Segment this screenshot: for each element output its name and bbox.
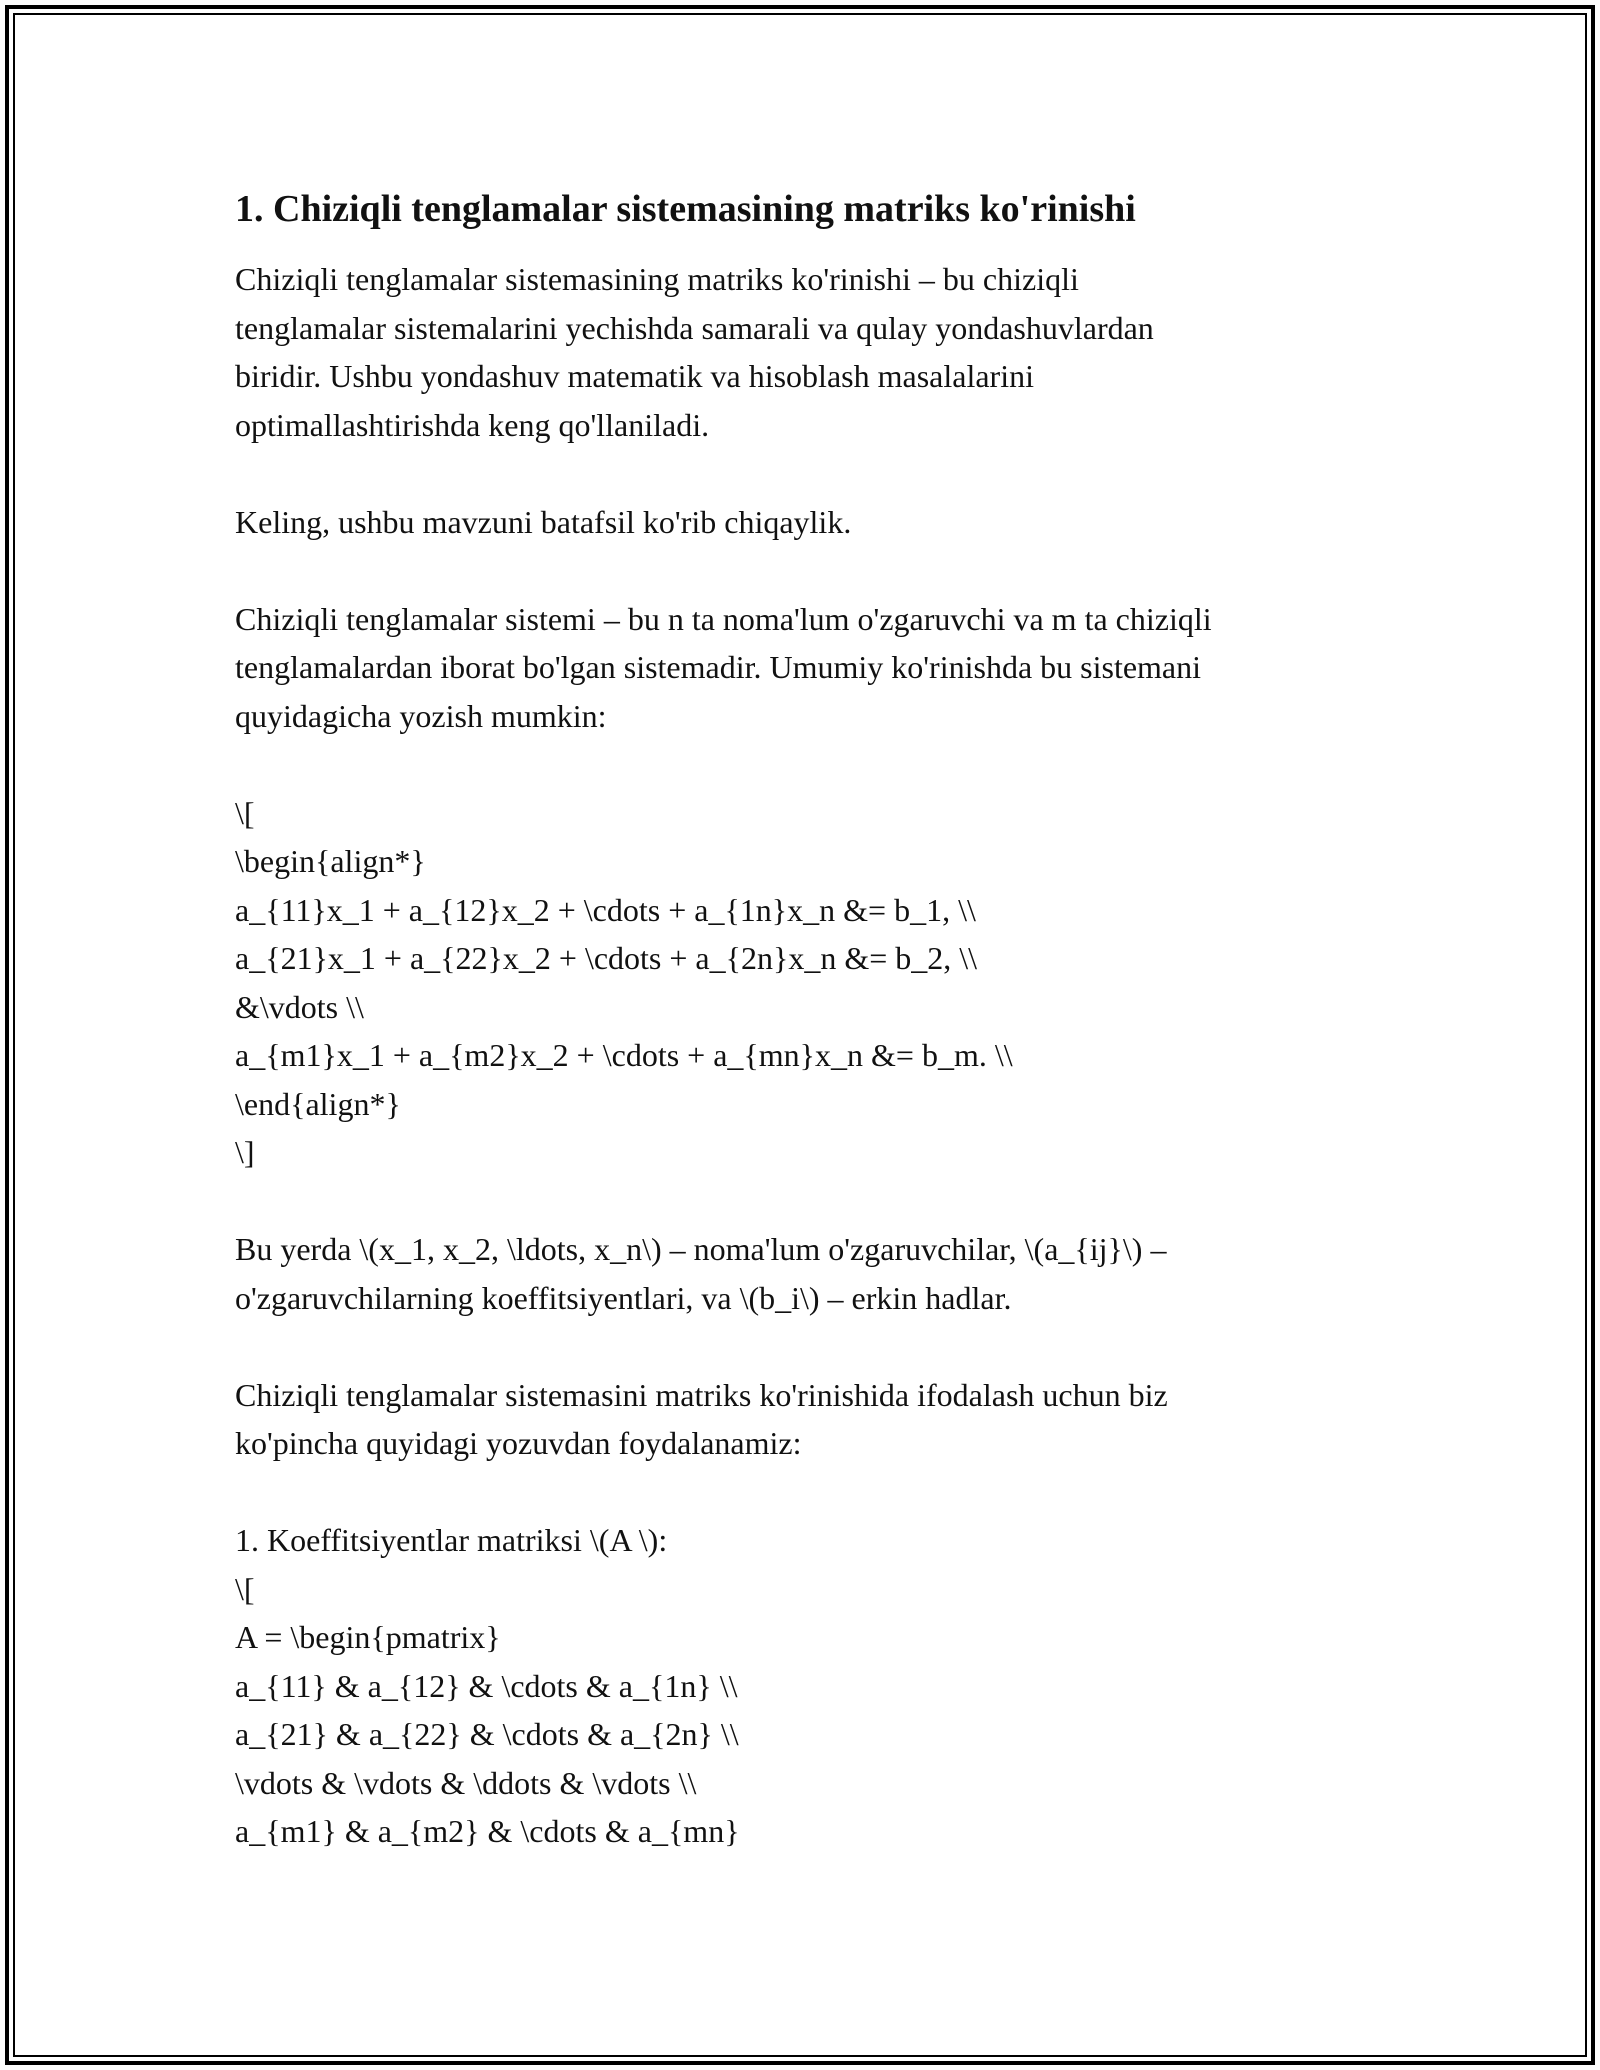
spacer [235, 546, 1395, 595]
spacer [235, 1322, 1395, 1371]
spacer [235, 1177, 1395, 1226]
coefficient-matrix-list-item: 1. Koeffitsiyentlar matriksi \(A \): \[ A = \begin{pmatrix} a_{11} & a_{12} & \cdots & a_{1n} \\ a_{21} & a_{22} & \cdots & a_{2n} \\ \vdots & \vdots & \ddots & \vdots \\ a_{m1} & a_{m2} & \cdots & a_{mn} [235, 1522, 740, 1849]
intro-paragraph: Chiziqli tenglamalar sistemasining matriks ko'rinishi – bu chiziqli tenglamalar sistemalarini yechishda samarali va qulay yondashuvlardan biridir. Ushbu yondashuv matematik va hisoblash masalalarini optimallashtirishda keng qo'llaniladi. [235, 261, 1154, 443]
definition-paragraph: Chiziqli tenglamalar sistemi – bu n ta noma'lum o'zgaruvchi va m ta chiziqli tenglamalardan iborat bo'lgan sistemadir. Umumiy ko'rinishda bu sistemani quyidagicha yozish mumkin: [235, 600, 1212, 734]
system-equation-block: \[ \begin{align*} a_{11}x_1 + a_{12}x_2 + \cdots + a_{1n}x_n &= b_1, \\ a_{21}x_1 + a_{22}x_2 + \cdots + a_{2n}x_n &= b_2, \\ &\vdots \\ a_{m1}x_1 + a_{m2}x_2 + \cdots + a_{mn}x_n &= b_m. \\ \end{align*} \] [235, 794, 1013, 1170]
section-heading: 1. Chiziqli tenglamalar sistemasining matriks ko'rinishi [235, 188, 1136, 230]
lead-in-paragraph: Keling, ushbu mavzuni batafsil ko'rib chiqaylik. [235, 503, 852, 540]
spacer [235, 740, 1395, 789]
variables-explanation-paragraph: Bu yerda \(x_1, x_2, \ldots, x_n\) – noma'lum o'zgaruvchilar, \(a_{ij}\) – o'zgaruvchilarning koeffitsiyentlari, va \(b_i\) – erkin hadlar. [235, 1231, 1167, 1316]
spacer [235, 1468, 1395, 1517]
document-body [235, 185, 1395, 1856]
matrix-form-intro-paragraph: Chiziqli tenglamalar sistemasini matriks ko'rinishida ifodalash uchun biz ko'pincha quyidagi yozuvdan foydalanamiz: [235, 1376, 1168, 1461]
spacer [235, 449, 1395, 498]
